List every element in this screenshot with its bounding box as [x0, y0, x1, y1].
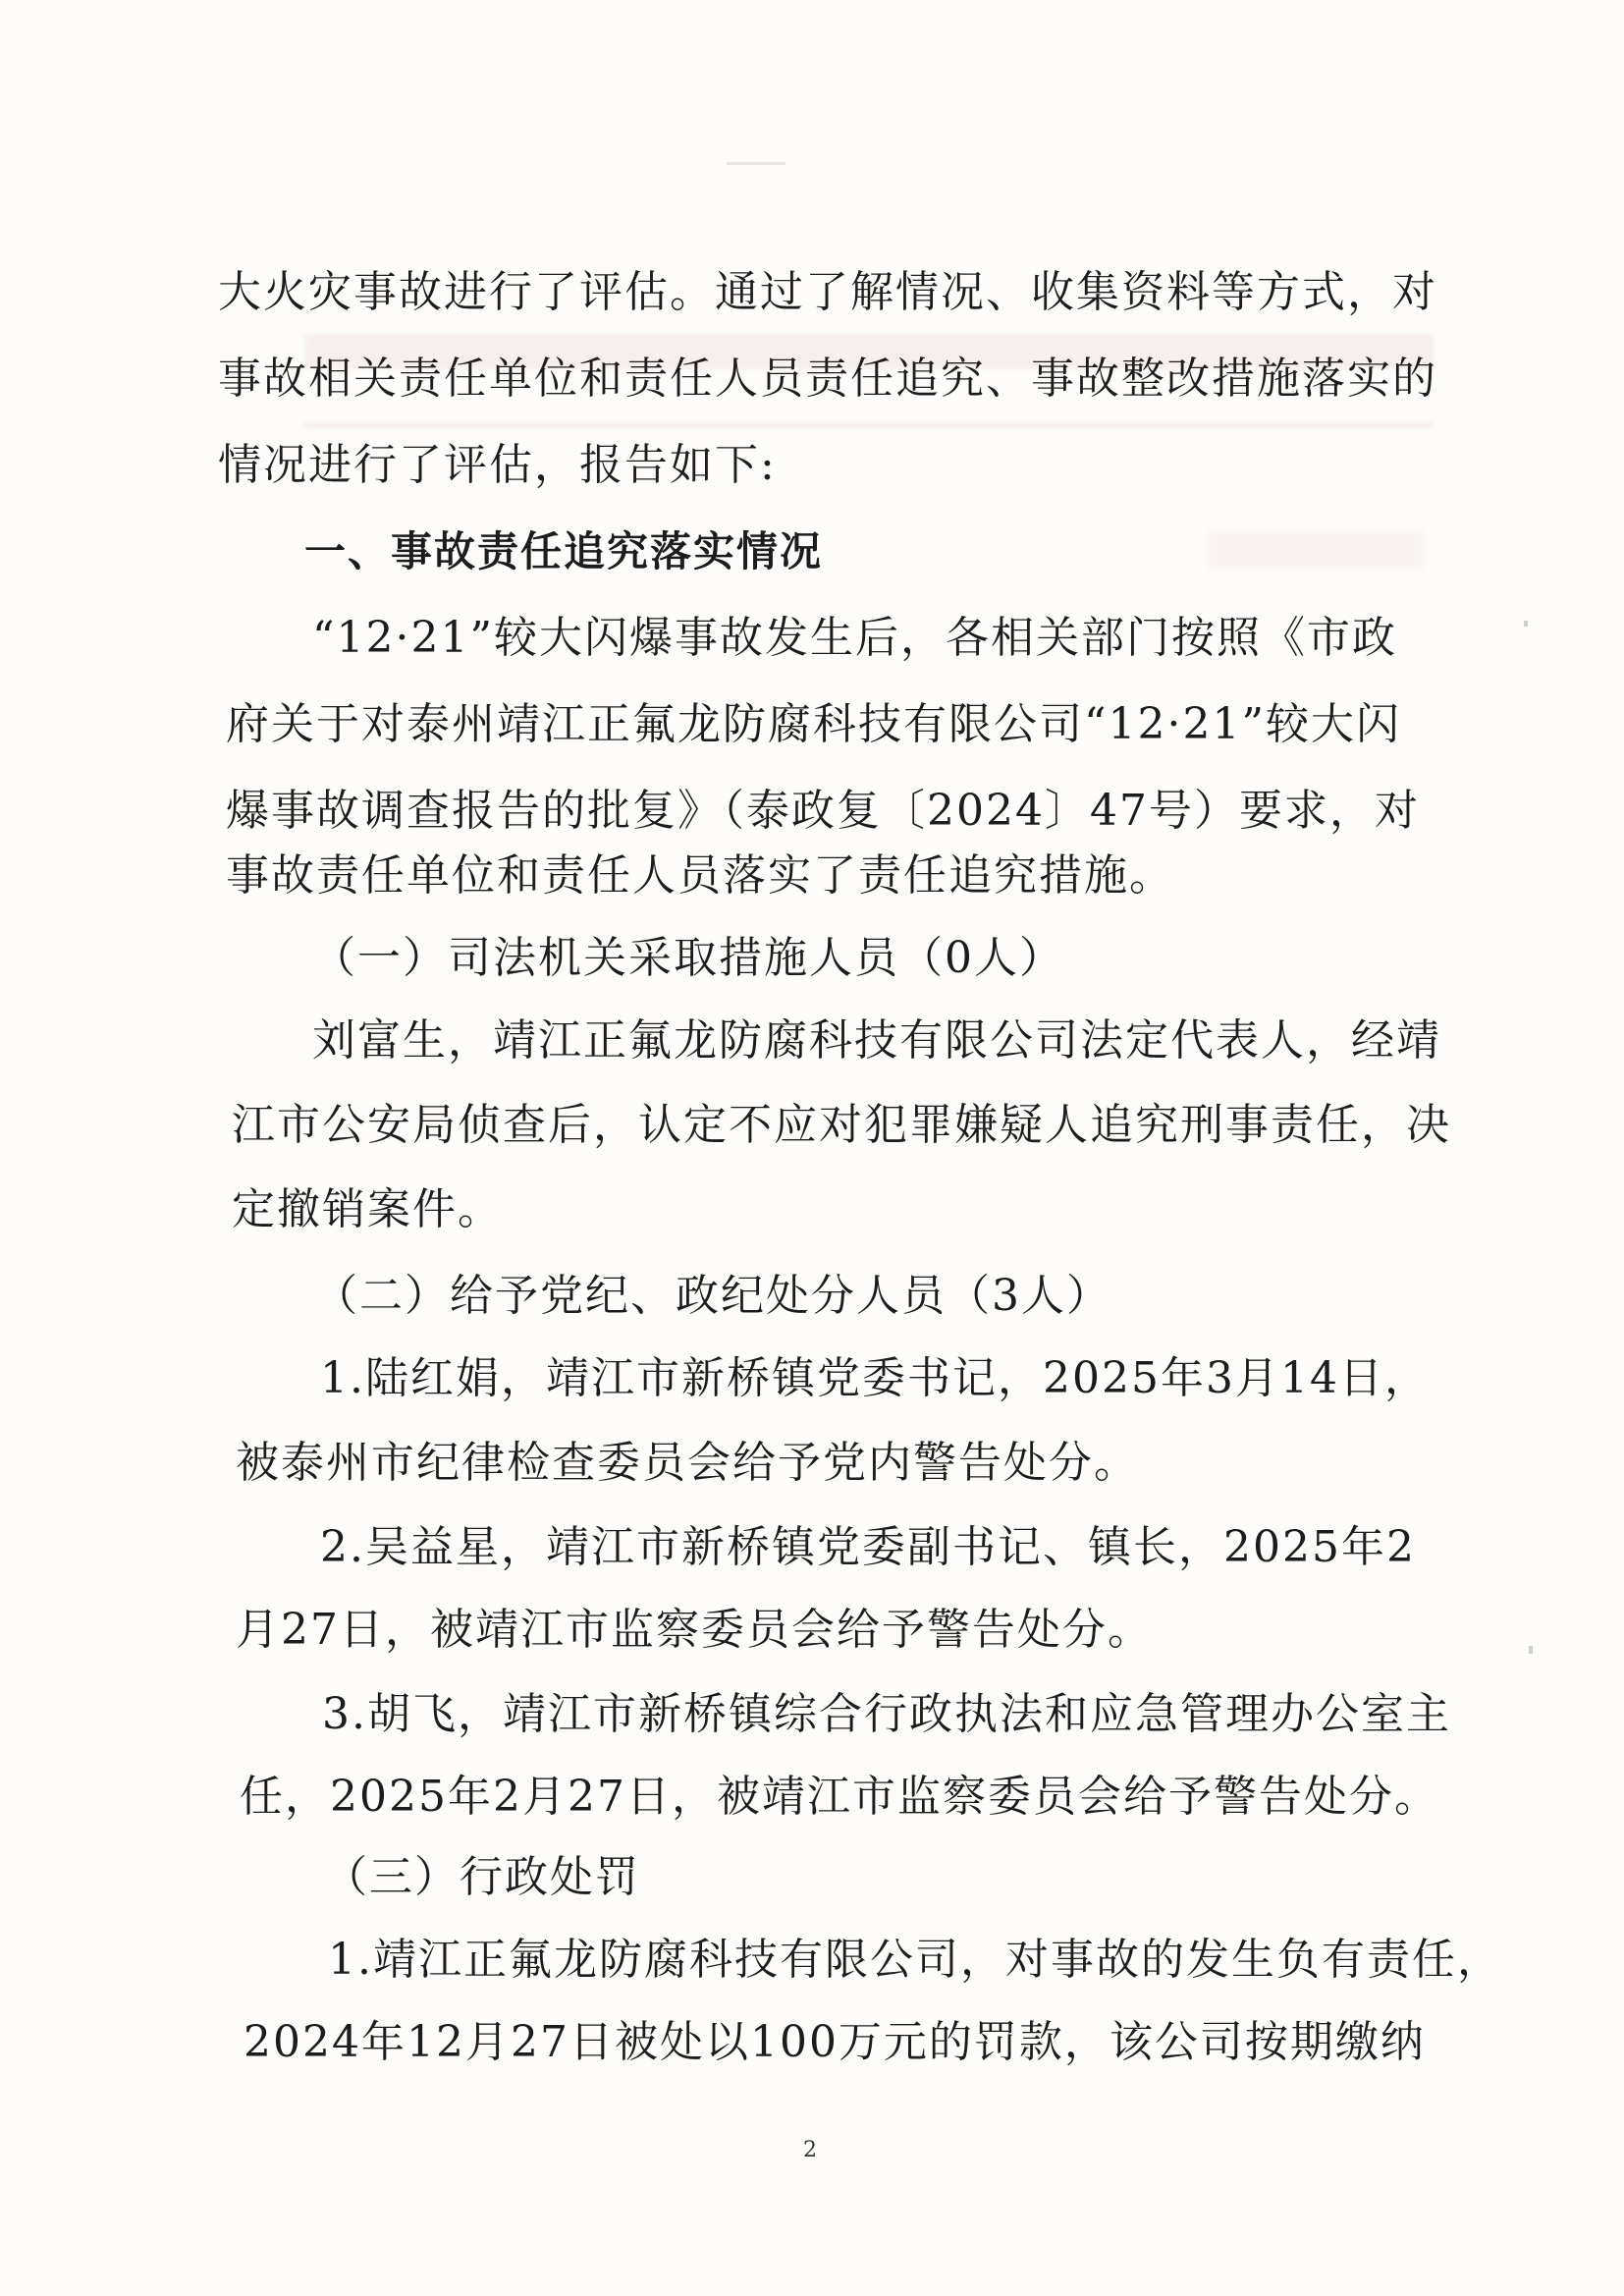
text-line-8: 事故责任单位和责任人员落实了责任追究措施。 — [226, 850, 1174, 901]
scan-speck — [1524, 621, 1528, 627]
text-line-15: 被泰州市纪律检查委员会给予党内警告处分。 — [236, 1438, 1139, 1488]
bleed-through-mark — [1208, 530, 1424, 570]
text-line-18: 3.胡飞，靖江市新桥镇综合行政执法和应急管理办公室主 — [322, 1689, 1451, 1739]
text-line-1: 大火灾事故进行了评估。通过了解情况、收集资料等方式，对 — [218, 267, 1437, 317]
text-line-11: 江市公安局侦查后，认定不应对犯罪嫌疑人追究刑事责任，决 — [232, 1100, 1451, 1150]
text-line-17: 月27日，被靖江市监察委员会给予警告处分。 — [236, 1605, 1153, 1655]
text-line-10: 刘富生，靖江正氟龙防腐科技有限公司法定代表人，经靖 — [312, 1015, 1441, 1066]
text-line-12: 定撤销案件。 — [232, 1184, 503, 1234]
text-line-16: 2.吴益星，靖江市新桥镇党委副书记、镇长，2025年2 — [320, 1522, 1416, 1572]
scan-speck — [1529, 1646, 1533, 1654]
text-line-3: 情况进行了评估，报告如下: — [218, 440, 777, 490]
subheading-3: （三）行政处罚 — [324, 1852, 640, 1902]
text-line-7: 爆事故调查报告的批复》（泰政复〔2024〕47号）要求，对 — [226, 786, 1420, 836]
section-heading-1: 一、事故责任追究落实情况 — [304, 527, 824, 575]
text-line-2: 事故相关责任单位和责任人员责任追究、事故整改措施落实的 — [218, 354, 1437, 404]
text-line-14: 1.陆红娟，靖江市新桥镇党委书记，2025年3月14日， — [320, 1353, 1430, 1403]
text-line-6: 府关于对泰州靖江正氟龙防腐科技有限公司“12·21”较大闪 — [226, 699, 1401, 749]
text-line-22: 2024年12月27日被处以100万元的罚款，该公司按期缴纳 — [244, 2017, 1426, 2067]
page-number: 2 — [803, 2138, 817, 2162]
subheading-2: （二）给予党纪、政纪处分人员（3人） — [314, 1271, 1111, 1321]
subheading-1: （一）司法机关采取措施人员（0人） — [312, 933, 1064, 983]
scan-speck — [727, 162, 785, 165]
text-line-21: 1.靖江正氟龙防腐科技有限公司，对事故的发生负有责任， — [328, 1935, 1502, 1985]
text-line-19: 任，2025年2月27日，被靖江市监察委员会给予警告处分。 — [240, 1772, 1439, 1822]
bleed-through-mark — [304, 422, 1434, 428]
text-line-5: “12·21”较大闪爆事故发生后，各相关部门按照《市政 — [312, 613, 1397, 663]
